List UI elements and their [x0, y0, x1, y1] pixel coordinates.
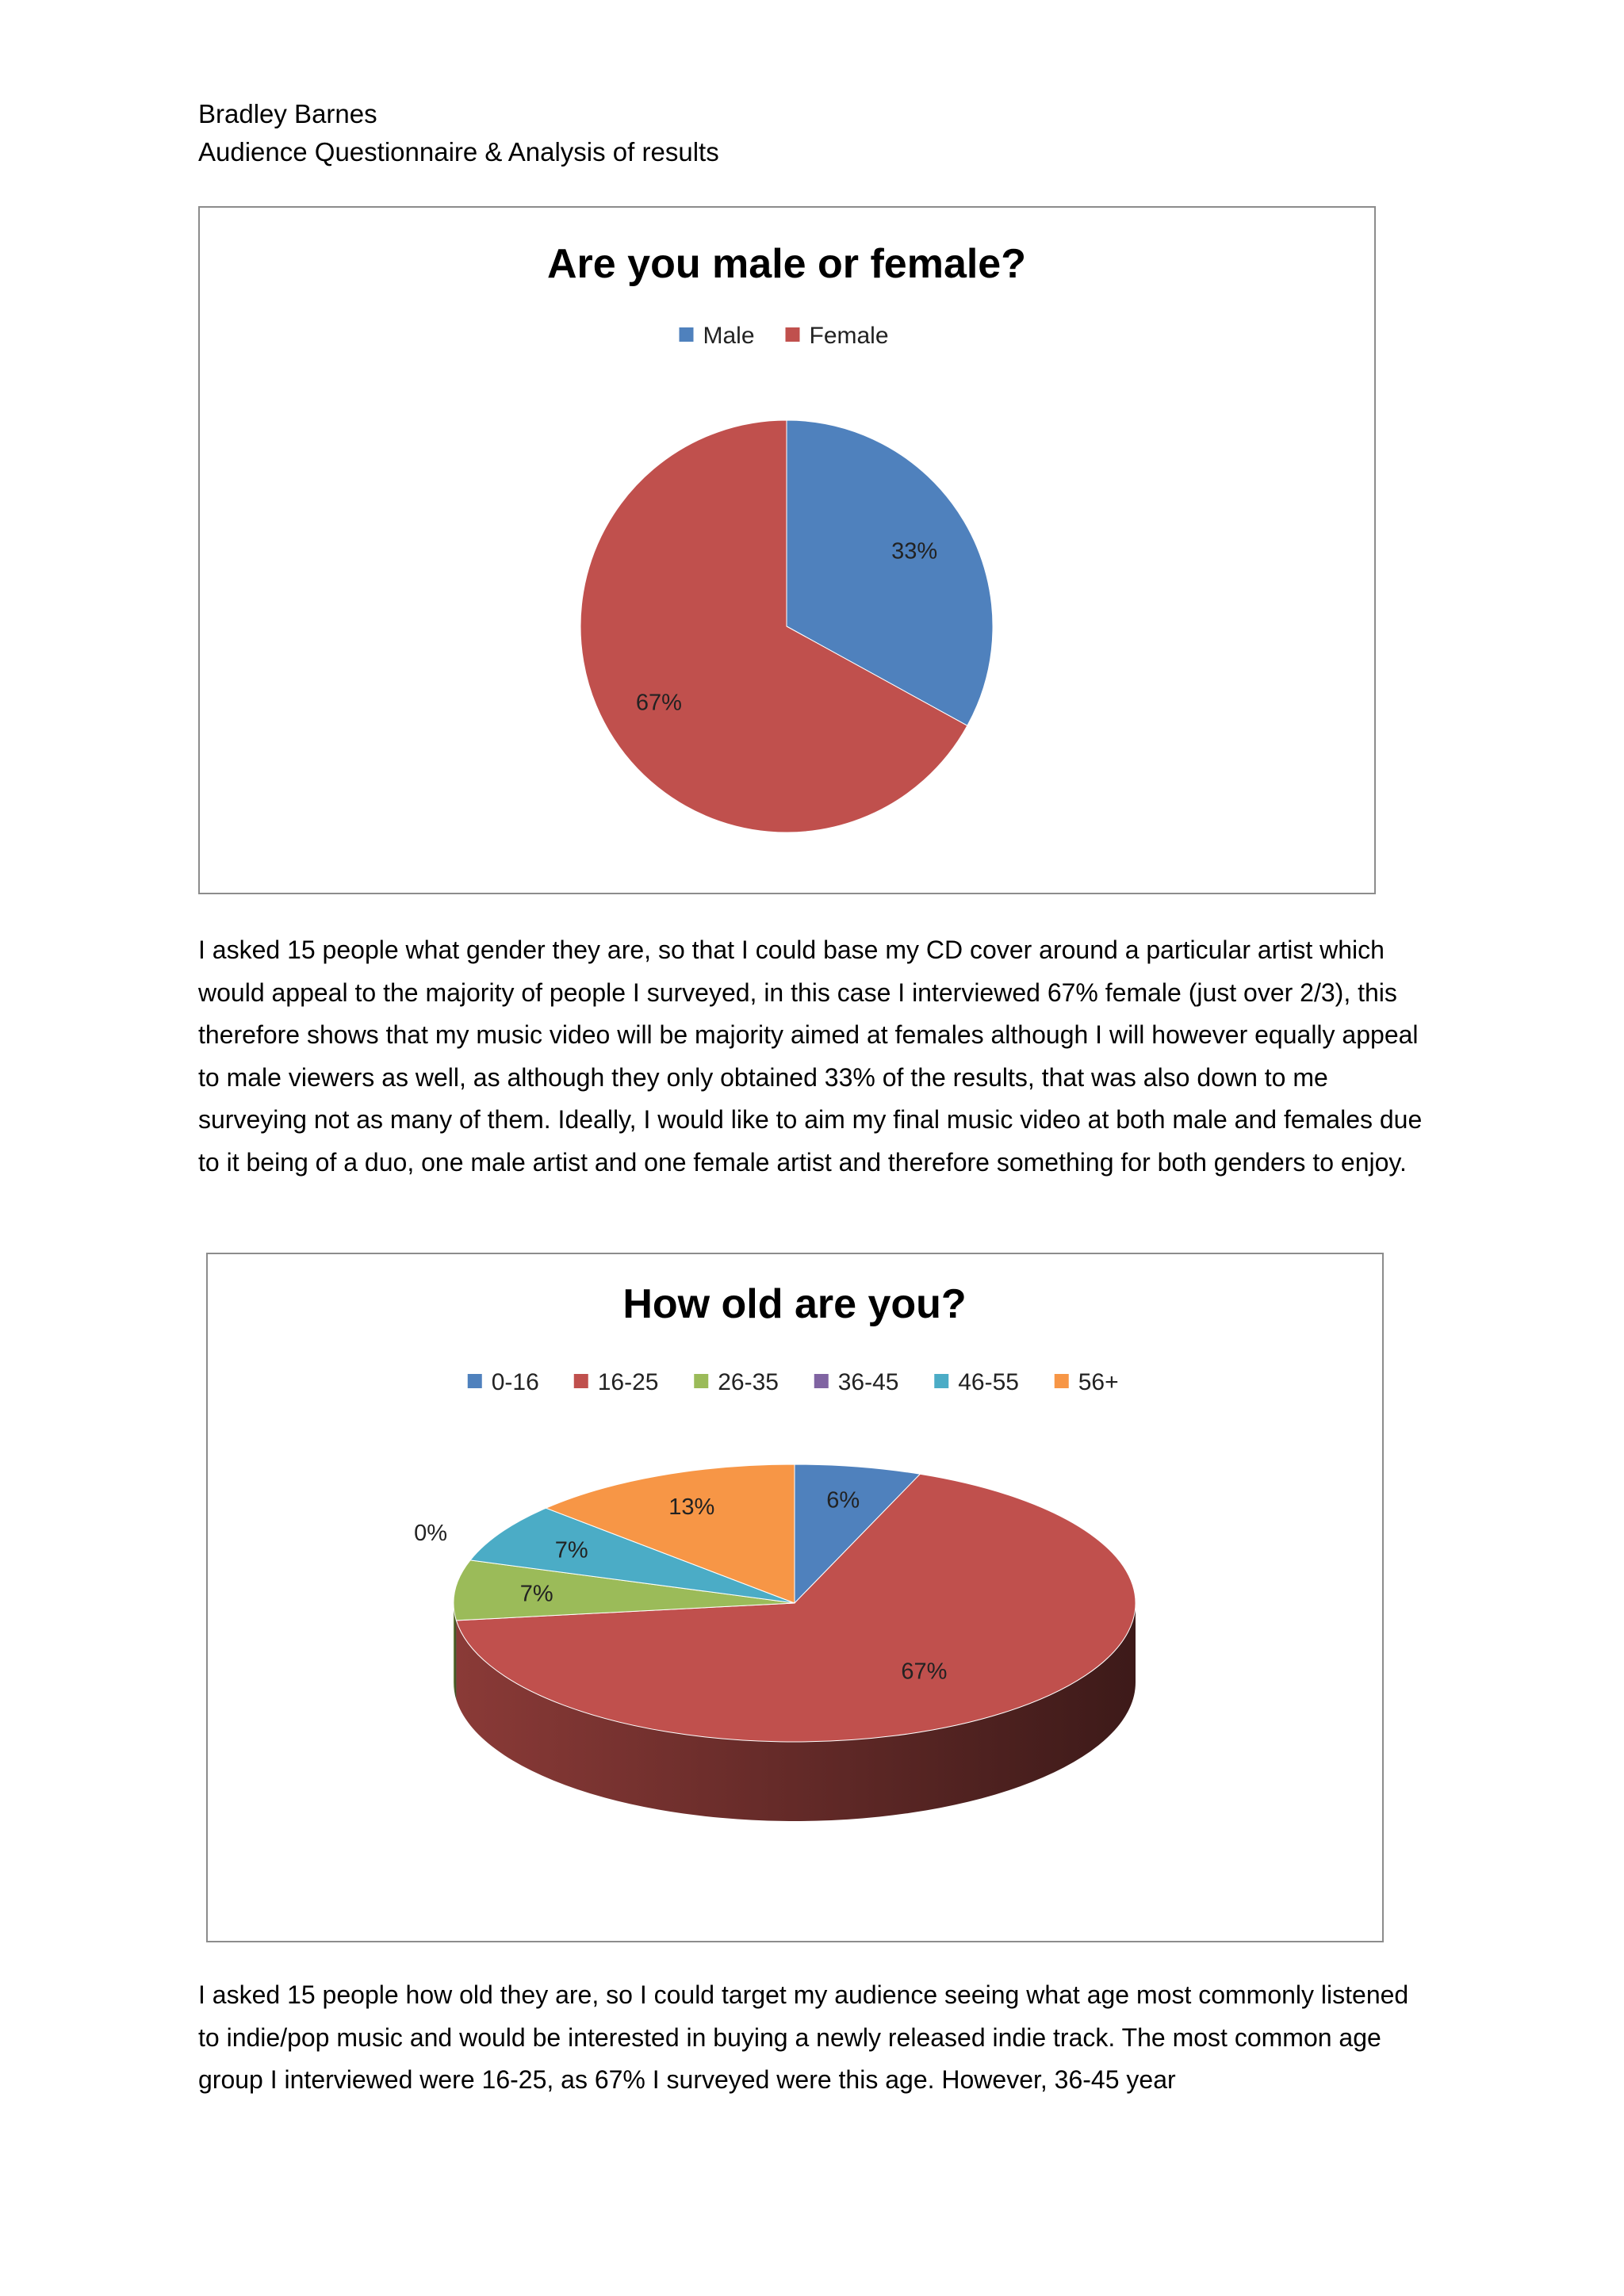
gender-pie-chart — [198, 206, 1376, 894]
age-legend-swatch-16-25 — [574, 1374, 588, 1388]
document-header — [198, 95, 719, 171]
gender-legend-swatch-female — [786, 327, 800, 342]
age-analysis-paragraph: I asked 15 people how old they are, so I could target my audience seeing what age most commonly listened to indie/pop music and would be interested in buying a newly released indie track. The most common age group I interviewed were 16-25, as 67% I surveyed were this age. However, 36-45 year — [198, 1980, 1409, 2094]
age-legend-label-36-45: 36-45 — [837, 1369, 899, 1395]
gender-legend-label-female: Female — [809, 323, 889, 349]
age-data-label-26-35: 7% — [519, 1581, 553, 1607]
age-data-label-0-16: 6% — [826, 1487, 860, 1513]
gender-data-label-female: 67% — [635, 690, 682, 716]
age-data-label-36-45: 0% — [414, 1520, 448, 1546]
age-data-label-16-25: 67% — [901, 1659, 948, 1685]
author-name: Bradley Barnes — [198, 99, 377, 128]
age-legend-label-46-55: 46-55 — [958, 1369, 1019, 1395]
gender-legend-label-male: Male — [703, 323, 755, 349]
age-legend-swatch-0-16 — [468, 1374, 482, 1388]
age-chart-title: How old are you? — [622, 1281, 967, 1327]
document-subtitle: Audience Questionnaire & Analysis of results — [198, 137, 719, 166]
age-legend-label-26-35: 26-35 — [718, 1369, 779, 1395]
age-legend-label-0-16: 0-16 — [491, 1369, 539, 1395]
age-legend-swatch-36-45 — [814, 1374, 829, 1388]
age-data-label-46-55: 7% — [554, 1537, 588, 1563]
age-legend-swatch-26-35 — [694, 1374, 708, 1388]
gender-data-label-male: 33% — [891, 538, 938, 564]
gender-chart-title: Are you male or female? — [547, 241, 1026, 287]
age-pie-chart — [206, 1253, 1384, 1942]
age-pie-svg — [208, 1254, 1382, 1941]
gender-legend-swatch-male — [680, 327, 694, 342]
age-legend-label-16-25: 16-25 — [597, 1369, 659, 1395]
age-legend-label-56: 56+ — [1078, 1369, 1119, 1395]
gender-pie-svg — [200, 208, 1374, 893]
age-data-label-56: 13% — [668, 1494, 715, 1520]
gender-analysis-paragraph: I asked 15 people what gender they are, so that I could base my CD cover around a particular artist which would appeal to the majority of people I surveyed, in this case I interviewed 67% female (just over 2/3), this therefore shows that my music video will be majority aimed at females although I will however equally appeal to male viewers as well, as although they only obtained 33% of the results, that was also down to me surveying not as many of them. Ideally, I would like to aim my final music video at both male and females due to it being of a duo, one male artist and one female artist and therefore something for both genders to enjoy. — [198, 936, 1423, 1177]
age-legend-swatch-56 — [1055, 1374, 1069, 1388]
age-legend-swatch-46-55 — [934, 1374, 948, 1388]
